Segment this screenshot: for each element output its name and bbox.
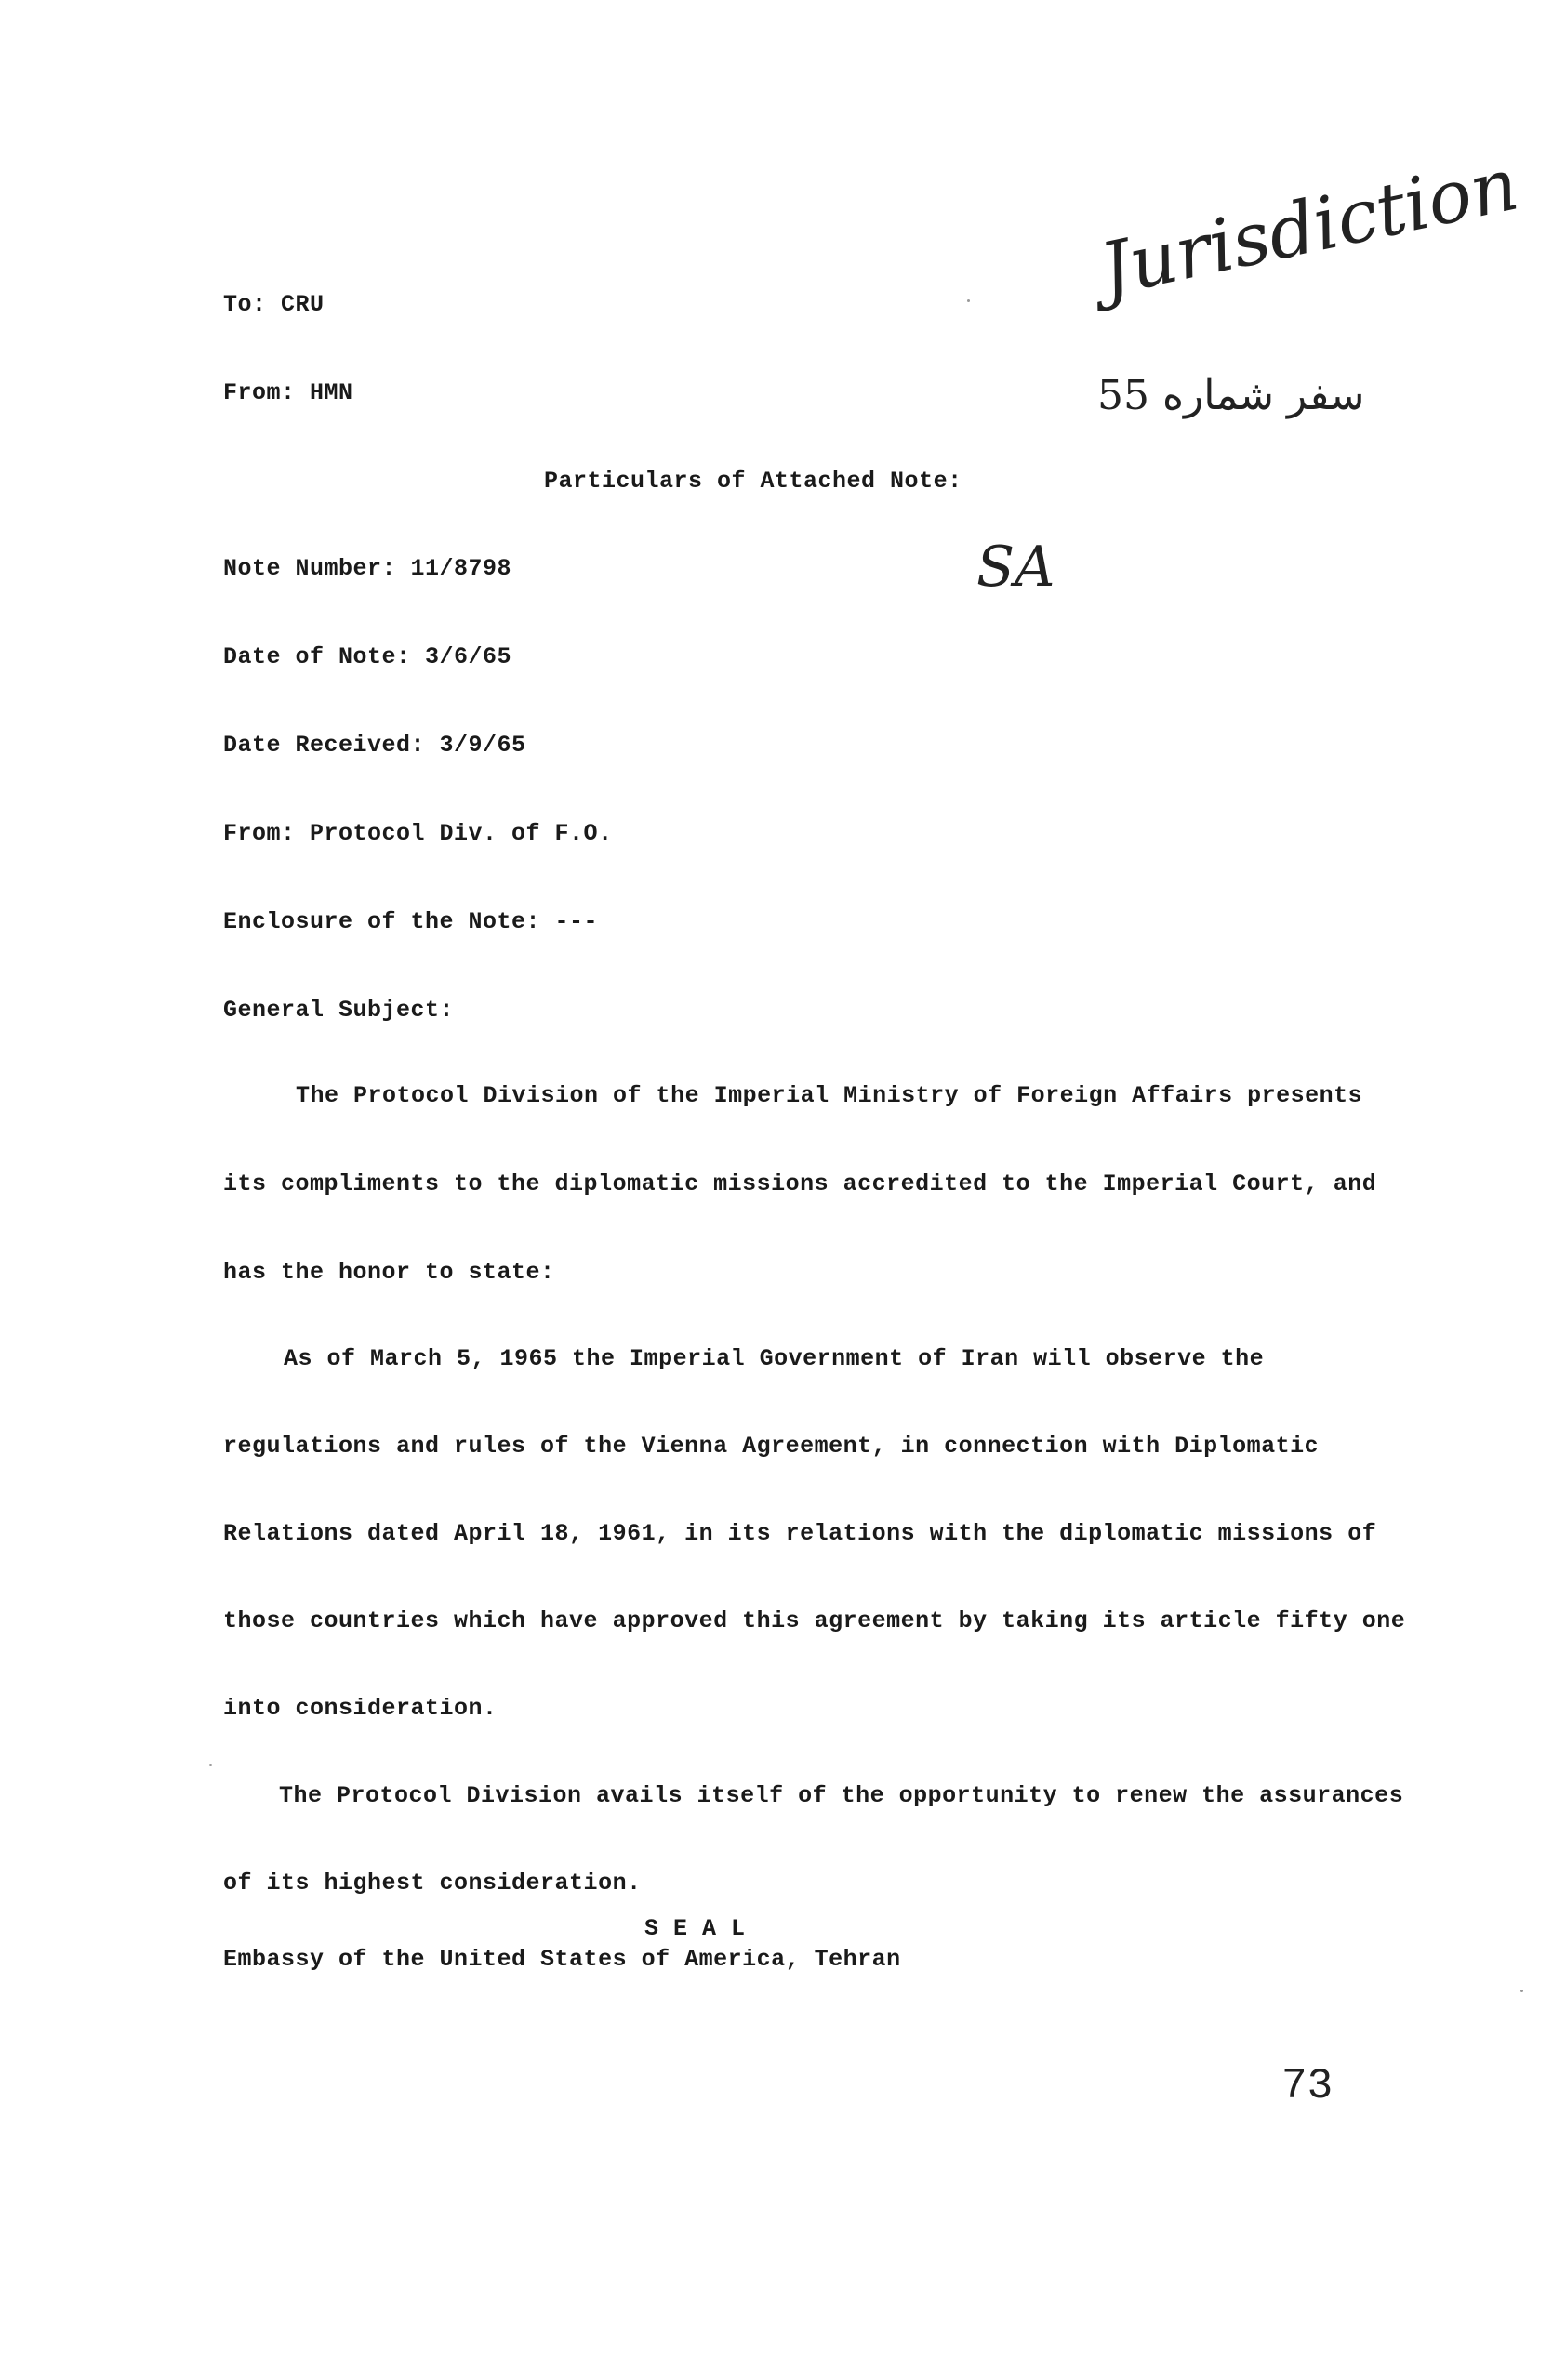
from-protocol: From: Protocol Div. of F.O. xyxy=(223,820,613,847)
page-number: 73 xyxy=(1281,2062,1334,2110)
body-line: those countries which have approved this agreement by taking its article fifty one xyxy=(223,1607,1406,1634)
handwritten-jurisdiction: Jurisdiction xyxy=(1093,142,1526,313)
body-line: As of March 5, 1965 the Imperial Government of Iran will observe the xyxy=(284,1345,1265,1372)
from-line: From: HMN xyxy=(223,379,353,406)
body-line: its compliments to the diplomatic missions accredited to the Imperial Court, and xyxy=(223,1170,1377,1197)
body-line: into consideration. xyxy=(223,1695,498,1722)
body-line: of its highest consideration. xyxy=(223,1870,642,1897)
embassy-footer: Embassy of the United States of America, Tehran xyxy=(223,1946,901,1973)
to-line: To: CRU xyxy=(223,291,325,318)
body-line: Relations dated April 18, 1961, in its relations with the diplomatic missions of xyxy=(223,1520,1377,1547)
scan-speck xyxy=(1520,1990,1523,1992)
body-line: The Protocol Division avails itself of the opportunity to renew the assurances xyxy=(279,1782,1404,1809)
body-line: has the honor to state: xyxy=(223,1259,555,1286)
date-of-note: Date of Note: 3/6/65 xyxy=(223,643,512,670)
enclosure: Enclosure of the Note: --- xyxy=(223,908,599,935)
handwritten-initials: SA xyxy=(976,535,1055,600)
handwritten-persian-number: سفر شماره 55 xyxy=(1097,372,1365,419)
date-received: Date Received: 3/9/65 xyxy=(223,732,526,759)
note-number: Note Number: 11/8798 xyxy=(223,555,512,582)
body-line: regulations and rules of the Vienna Agreement, in connection with Diplomatic xyxy=(223,1433,1320,1460)
body-line: The Protocol Division of the Imperial Ministry of Foreign Affairs presents xyxy=(296,1082,1363,1109)
particulars-title: Particulars of Attached Note: xyxy=(544,468,962,495)
general-subject: General Subject: xyxy=(223,997,455,1024)
scan-speck xyxy=(967,299,970,302)
scan-speck xyxy=(209,1764,212,1766)
seal-text: S E A L xyxy=(644,1915,746,1942)
